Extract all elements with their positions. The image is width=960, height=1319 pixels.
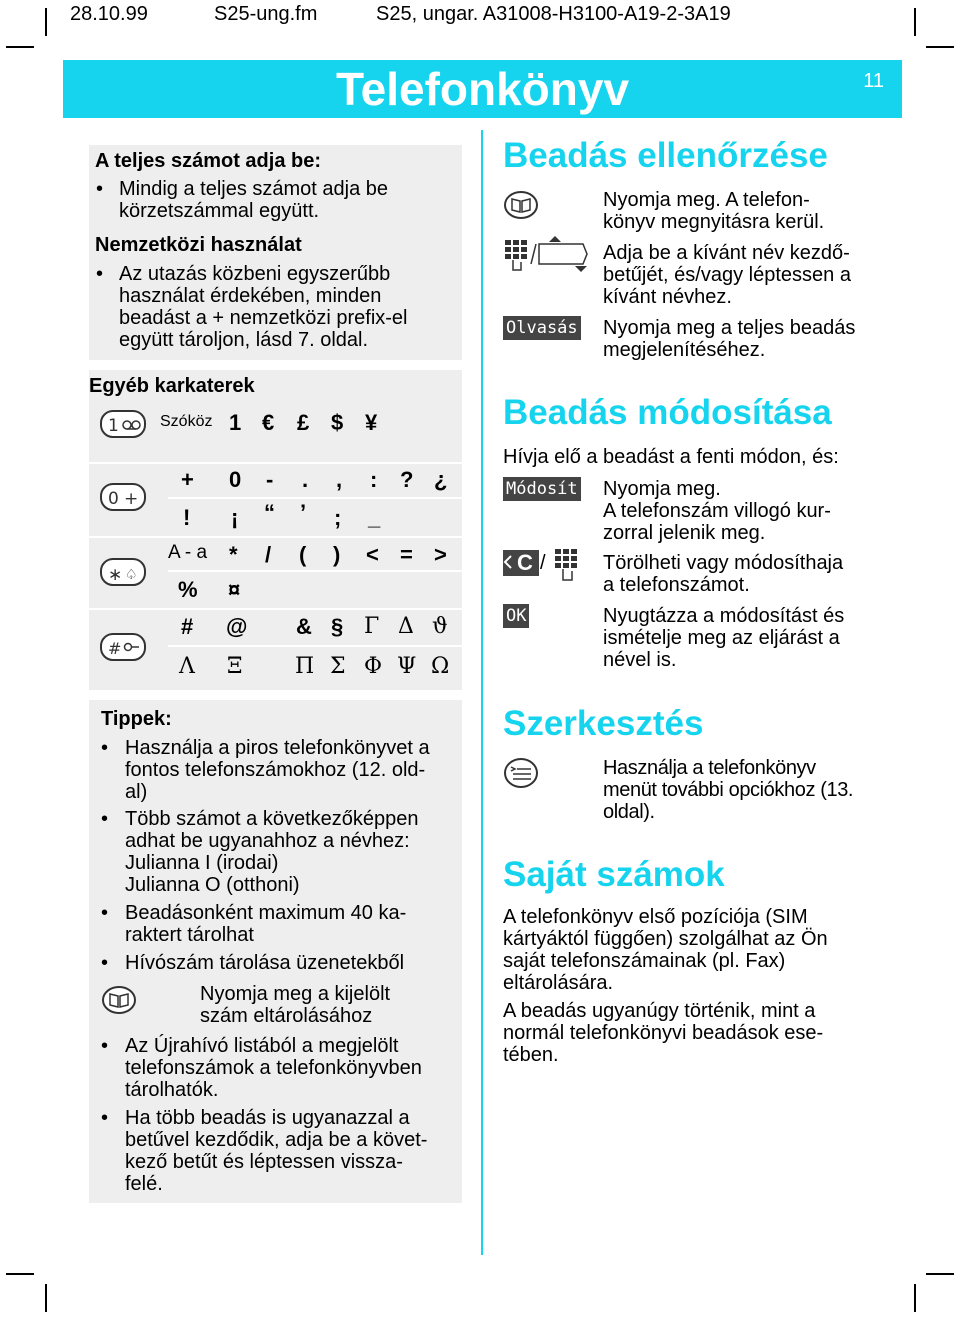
bullet: • [101, 808, 109, 830]
crop-mark [914, 8, 916, 36]
svg-text:∗: ∗ [108, 565, 123, 585]
symbol: Γ [364, 614, 380, 639]
crop-mark [45, 1284, 47, 1312]
symbol: ϑ [432, 614, 448, 639]
international-heading: Nemzetközi használat [95, 234, 302, 256]
phonebook-key-icon [503, 190, 539, 220]
row-separator [89, 536, 462, 538]
symbol: & [296, 614, 312, 639]
svg-text:0: 0 [108, 489, 119, 509]
tips-heading: Tippek: [101, 708, 172, 730]
row-separator [168, 645, 462, 647]
symbol: : [370, 467, 378, 492]
bullet: • [96, 263, 104, 285]
symbol: ( [299, 542, 307, 567]
crop-mark [914, 1284, 916, 1312]
crop-mark [926, 46, 954, 48]
symbol: $ [331, 410, 344, 435]
tip-text: Ha több beadás is ugyanazzal a betűvel kezdődik, adja be a követ- kező betűt és léptessen vissza- felé. [125, 1107, 428, 1195]
svg-text:1: 1 [108, 416, 119, 436]
symbol: Φ [364, 654, 383, 679]
other-chars-heading: Egyéb karkaterek [89, 375, 255, 397]
modify-step2: Törölheti vagy módosíthaja a telefonszámot. [603, 552, 844, 596]
phonebook-key-icon [101, 985, 137, 1015]
svg-text:+: + [124, 489, 139, 509]
symbol: ’ [300, 500, 307, 525]
crop-mark [6, 46, 34, 48]
crop-mark [926, 1273, 954, 1275]
symbol: Ξ [227, 654, 243, 679]
symbol: = [400, 542, 413, 567]
header-doc-id: S25, ungar. A31008-H3100-A19-2-3A19 [376, 3, 731, 25]
column-divider [481, 130, 483, 1255]
symbol: Σ [330, 654, 346, 679]
full-number-text: Mindig a teljes számot adja be körzetszámmal együtt. [119, 178, 389, 222]
bullet: • [101, 737, 109, 759]
symbol: 0 [229, 467, 242, 492]
key-hash-icon [100, 633, 146, 661]
row-separator [89, 462, 462, 464]
symbol: Δ [398, 614, 414, 639]
ok-softkey[interactable]: OK [503, 604, 529, 628]
symbol: + [181, 467, 194, 492]
modify-softkey[interactable]: Módosít [503, 477, 581, 501]
key-1-icon [100, 410, 146, 438]
modify-step3: Nyugtázza a módosítást és ismételje meg az eljárást a nével is. [603, 605, 845, 671]
tip-text: Több számot a következőképpen adhat be ugyanahhoz a névhez: Julianna I (irodai) Julianna O (otthoni) [125, 808, 419, 896]
check-step3: Nyomja meg a teljes beadás megjelenítéséhez. [603, 317, 856, 361]
symbol: ¡ [231, 505, 239, 530]
symbol: £ [297, 410, 310, 435]
symbol: € [262, 410, 275, 435]
symbol: ? [400, 467, 414, 492]
symbol: ¿ [434, 467, 448, 492]
tip-text: Használja a piros telefonkönyvet a fontos telefonszámokhoz (12. old- al) [125, 737, 430, 803]
keypad-and-navigation-icon [503, 234, 589, 274]
symbol: @ [226, 614, 248, 639]
case-toggle-label: A - a [168, 542, 208, 563]
row-separator [168, 570, 462, 572]
symbol: . [302, 467, 309, 492]
page-number: 11 [863, 70, 884, 92]
row-separator [168, 497, 462, 499]
symbol: Λ [179, 654, 195, 679]
symbol: # [181, 614, 194, 639]
symbol: / [265, 542, 272, 567]
check-heading: Beadás ellenőrzése [503, 136, 828, 175]
bullet: • [101, 1035, 109, 1057]
modify-heading: Beadás módosítása [503, 393, 832, 432]
symbol: ¥ [365, 410, 378, 435]
edit-heading: Szerkesztés [503, 704, 704, 743]
symbol: § [331, 614, 344, 639]
symbol: _ [368, 505, 381, 530]
symbol: ! [183, 505, 191, 530]
own-numbers-p1: A telefonkönyv első pozíciója (SIM kártyáktól függően) szolgálhat az Ön saját telefonszámainak (pl. Fax) eltárolására. [503, 906, 828, 994]
clear-key[interactable]: C [503, 550, 539, 576]
full-number-heading: A teljes számot adja be: [95, 150, 321, 172]
own-numbers-heading: Saját számok [503, 855, 725, 894]
symbol: > [434, 542, 447, 567]
symbol: * [229, 542, 238, 567]
crop-mark [45, 8, 47, 36]
page-title: Telefonkönyv [335, 63, 630, 115]
symbol: % [178, 577, 198, 602]
symbol: Ψ [397, 654, 417, 679]
symbol: , [336, 467, 343, 492]
symbol: 1 [229, 410, 242, 435]
header-file: S25-ung.fm [214, 3, 318, 25]
bullet: • [101, 952, 109, 974]
bullet: • [96, 178, 104, 200]
edit-text: Használja a telefonkönyv menüt további opciókhoz (13. oldal). [603, 757, 854, 823]
bullet: • [101, 1107, 109, 1129]
symbol: < [366, 542, 379, 567]
check-step1: Nyomja meg. A telefon- könyv megnyitásra kerül. [603, 189, 825, 233]
space-label: Szóköz [160, 413, 213, 430]
menu-key-icon [503, 757, 539, 789]
symbol: “ [264, 500, 275, 525]
tip-text: Hívószám tárolása üzenetekből [125, 952, 405, 974]
read-softkey[interactable]: Olvasás [503, 316, 581, 340]
svg-text:#: # [108, 639, 122, 658]
own-numbers-p2: A beadás ugyanúgy történik, mint a normál telefonkönyvi beadások ese- tében. [503, 1000, 824, 1066]
international-text: Az utazás közbeni egyszerűbb használat érdekében, minden beadást a + nemzetközi prefix-el együtt tároljon, lásd 7. oldal. [119, 263, 408, 351]
key-star-icon [100, 558, 146, 586]
title-banner [63, 60, 902, 118]
back-arrow-icon [503, 555, 513, 569]
modify-step1: Nyomja meg. A telefonszám villogó kur- zorral jelenik meg. [603, 478, 831, 544]
symbol: - [266, 467, 274, 492]
bullet: • [101, 902, 109, 924]
header-date: 28.10.99 [70, 3, 148, 25]
tip-subtext: Nyomja meg a kijelölt szám eltárolásához [200, 983, 391, 1027]
slash: / [540, 552, 546, 574]
keypad-icon [553, 547, 583, 583]
check-step2: Adja be a kívánt név kezdő- betűjét, és/vagy léptessen a kívánt névhez. [603, 242, 851, 308]
tip-text: Az Újrahívó listából a megjelölt telefonszámok a telefonkönyvben tárolhatók. [125, 1035, 422, 1101]
svg-text:♤: ♤ [125, 567, 138, 583]
row-separator [89, 608, 462, 610]
symbol: Ω [431, 654, 450, 679]
symbol: ) [333, 542, 341, 567]
symbol: ¤ [228, 577, 241, 602]
key-0-icon [100, 483, 146, 511]
symbol: Π [295, 654, 315, 679]
symbol: ; [334, 505, 342, 530]
crop-mark [6, 1273, 34, 1275]
tip-text: Beadásonként maximum 40 ka- raktert tárolhat [125, 902, 407, 946]
modify-intro: Hívja elő a beadást a fenti módon, és: [503, 446, 839, 468]
